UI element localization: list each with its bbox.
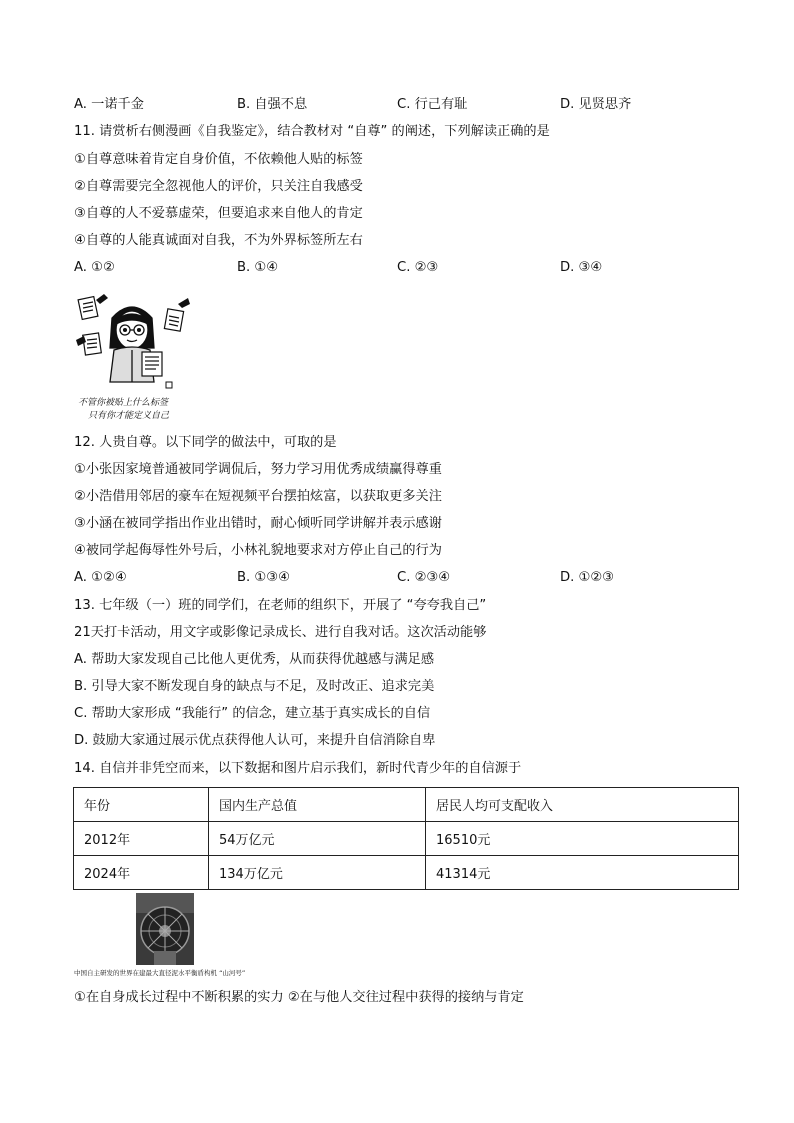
table-row <box>74 856 739 890</box>
cartoon-seal <box>166 382 172 388</box>
q11-item-2: ②自尊需要完全忽视他人的评价，只关注自我感受 <box>74 179 363 194</box>
q12-item-4: ④被同学起侮辱性外号后，小林礼貌地要求对方停止自己的行为 <box>74 543 442 558</box>
q12-item-3: ③小涵在被同学指出作业出错时，耐心倾听同学讲解并表示感谢 <box>74 516 442 531</box>
table-cell: 134万亿元 <box>209 856 426 890</box>
q12-item-2: ②小浩借用邻居的豪车在短视频平台摆拍炫富，以获取更多关注 <box>74 489 442 504</box>
table-header-cell: 居民人均可支配收入 <box>426 788 739 822</box>
q12-option-d: D. ①②③ <box>560 570 615 585</box>
q10-option-c: C. 行己有耻 <box>397 97 468 112</box>
q13-choice-d: D. 鼓励大家通过展示优点获得他人认可，来提升自信消除自卑 <box>74 733 436 748</box>
table-header-row <box>74 788 739 822</box>
q12-option-b: B. ①③④ <box>237 570 290 585</box>
q13-choice-b: B. 引导大家不断发现自身的缺点与不足，及时改正、追求完美 <box>74 679 435 694</box>
q14-items: ①在自身成长过程中不断积累的实力 ②在与他人交往过程中获得的接纳与肯定 <box>74 990 524 1005</box>
photo-caption: 中国自主研发的世界在建最大直径泥水平衡盾构机 “山河号” <box>74 969 246 977</box>
q13-stem-line-1: 13. 七年级（一）班的同学们，在老师的组织下，开展了 “夸夸我自己” <box>74 598 487 613</box>
table-cell: 2012年 <box>74 822 209 856</box>
q12-option-a: A. ①②④ <box>74 570 127 585</box>
q10-option-a: A. 一诺千金 <box>74 97 144 112</box>
label-paper-left-top <box>78 297 98 320</box>
q10-option-b: B. 自强不息 <box>237 97 308 112</box>
table-header-cell: 国内生产总值 <box>209 788 426 822</box>
q11-option-c: C. ②③ <box>397 260 439 275</box>
q10-options <box>74 95 714 115</box>
q10-option-d: D. 见贤思齐 <box>560 97 632 112</box>
q11-item-3: ③自尊的人不爱慕虚荣，但要追求来自他人的肯定 <box>74 206 363 221</box>
held-appraisal-paper <box>142 352 162 376</box>
table-cell: 2024年 <box>74 856 209 890</box>
economic-data-table <box>73 787 739 890</box>
q11-item-1: ①自尊意味着肯定自身价值，不依赖他人贴的标签 <box>74 152 363 167</box>
table-header-cell: 年份 <box>74 788 209 822</box>
q14-stem: 14. 自信并非凭空而来，以下数据和图片启示我们，新时代青少年的自信源于 <box>74 761 522 776</box>
q13-choice-a: A. 帮助大家发现自己比他人更优秀，从而获得优越感与满足感 <box>74 652 435 667</box>
q11-option-a: A. ①② <box>74 260 115 275</box>
table-row <box>74 822 739 856</box>
q11-options <box>74 258 714 278</box>
cartoon-caption-line-2: 只有你才能定义自己 <box>88 411 170 421</box>
q11-option-d: D. ③④ <box>560 260 603 275</box>
q12-options <box>74 568 714 588</box>
q12-option-c: C. ②③④ <box>397 570 451 585</box>
tunnel-boring-machine-photo <box>136 893 194 965</box>
label-paper-right-top <box>164 309 183 331</box>
q13-stem-line-2: 21天打卡活动，用文字或影像记录成长、进行自我对话。这次活动能够 <box>74 625 487 640</box>
label-paper-left-bottom <box>83 333 102 355</box>
table-cell: 54万亿元 <box>209 822 426 856</box>
q11-stem: 11. 请赏析右侧漫画《自我鉴定》，结合教材对 “自尊” 的阐述，下列解读正确的是 <box>74 124 550 139</box>
table-cell: 16510元 <box>426 822 739 856</box>
q11-option-b: B. ①④ <box>237 260 279 275</box>
q13-choice-c: C. 帮助大家形成 “我能行” 的信念，建立基于真实成长的自信 <box>74 706 431 721</box>
q12-item-1: ①小张因家境普通被同学调侃后，努力学习用优秀成绩赢得尊重 <box>74 462 442 477</box>
q12-stem: 12. 人贵自尊。以下同学的做法中，可取的是 <box>74 435 337 450</box>
q11-item-4: ④自尊的人能真诚面对自我，不为外界标签所左右 <box>74 233 363 248</box>
table-cell: 41314元 <box>426 856 739 890</box>
cartoon-caption-line-1: 不管你被贴上什么标签 <box>78 398 169 408</box>
